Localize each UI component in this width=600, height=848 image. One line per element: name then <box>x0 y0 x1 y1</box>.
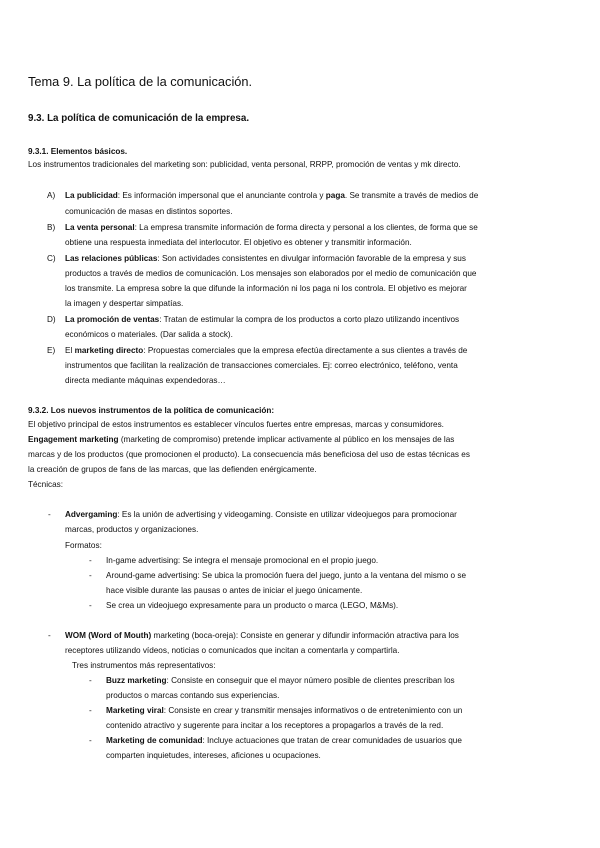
dash-bullet: - <box>89 571 92 580</box>
buzz-marketing-item: Buzz marketing: Consiste en conseguir que el mayor número posible de clientes prescriban los <box>106 676 455 685</box>
format-item-around-game: Around-game advertising: Se ubica la promoción fuera del juego, junto a la ventana del mismo o se <box>106 571 467 580</box>
list-item-relaciones-publicas: Las relaciones públicas: Son actividades consistentes en divulgar información favorable de la empresa y sus <box>65 254 466 263</box>
paragraph-text: El objetivo principal de estos instrumentos es establecer vínculos fuertes entre empresas, marcas y consumidores. <box>28 420 444 429</box>
format-item-custom-game: Se crea un videojuego expresamente para un producto o marca (LEGO, M&Ms). <box>106 601 399 610</box>
dash-bullet: - <box>48 631 51 640</box>
subsection-heading-new: 9.3.2. Los nuevos instrumentos de la política de comunicación: <box>28 406 275 415</box>
list-item-text: comunicación de masas en distintos soportes. <box>65 207 233 216</box>
paragraph-text: la creación de grupos de fans de las marcas, que las defienden enérgicamente. <box>28 465 317 474</box>
format-item-in-game: In-game advertising: Se integra el mensaje promocional en el propio juego. <box>106 556 379 565</box>
list-item-venta-personal: La venta personal: La empresa transmite información de forma directa y personal a los clientes, de forma que se <box>65 223 478 232</box>
list-item-text: comparten inquietudes, intereses, aficiones u ocupaciones. <box>106 751 321 760</box>
list-marker: C) <box>47 254 56 263</box>
advergaming-item: Advergaming: Es la unión de advertising y videogaming. Consiste en utilizar videojuegos para promocionar <box>65 510 457 519</box>
list-item-marketing-directo: El marketing directo: Propuestas comerciales que la empresa efectúa directamente a sus clientes a través de <box>65 346 468 355</box>
list-item-text: productos a través de medios de comunicación. Los mensajes son elaborados por el medio de comunicación que <box>65 269 477 278</box>
list-item-text: obtiene una respuesta inmediata del interlocutor. El objetivo es obtener y transmitir información. <box>65 238 412 247</box>
section-heading: 9.3. La política de comunicación de la empresa. <box>28 113 250 124</box>
list-item-text: contenido atractivo y sugerente para incitar a los receptores a propagarlos a través de la red. <box>106 721 444 730</box>
document-title: Tema 9. La política de la comunicación. <box>28 74 253 89</box>
wom-item: WOM (Word of Mouth) marketing (boca-oreja): Consiste en generar y difundir información atractiva para los <box>65 631 459 640</box>
dash-bullet: - <box>89 676 92 685</box>
subsection-heading-basic: 9.3.1. Elementos básicos. <box>28 147 128 156</box>
formatos-label: Formatos: <box>65 541 102 550</box>
list-item-text: marcas, productos y organizaciones. <box>65 525 199 534</box>
list-marker: A) <box>47 191 56 200</box>
engagement-paragraph: Engagement marketing (marketing de compromiso) pretende implicar activamente al público en los mensajes de las <box>28 435 455 444</box>
list-item-text: instrumentos que facilitan la realización de transacciones comerciales. Ej: correo electrónico, teléfono, venta <box>65 361 458 370</box>
dash-bullet: - <box>48 510 51 519</box>
list-item-text: económicos o materiales. (Dar salida a stock). <box>65 330 233 339</box>
marketing-viral-item: Marketing viral: Consiste en crear y transmitir mensajes informativos o de entretenimiento con un <box>106 706 463 715</box>
list-item-text: hace visible durante las pausas o antes de iniciar el juego únicamente. <box>106 586 363 595</box>
list-item-text: directa mediante máquinas expendedoras… <box>65 376 226 385</box>
dash-bullet: - <box>89 736 92 745</box>
dash-bullet: - <box>89 706 92 715</box>
list-item-text: productos o marcas contando sus experiencias. <box>106 691 280 700</box>
list-marker: D) <box>47 315 56 324</box>
dash-bullet: - <box>89 556 92 565</box>
dash-bullet: - <box>89 601 92 610</box>
list-marker: E) <box>47 346 56 355</box>
intro-text: Los instrumentos tradicionales del marketing son: publicidad, venta personal, RRPP, promoción de ventas y mk directo. <box>28 160 461 169</box>
list-item-publicidad: La publicidad: Es información impersonal que el anunciante controla y paga. Se transmite a través de medios de <box>65 191 479 200</box>
list-item-text: la imagen y despertar simpatías. <box>65 299 184 308</box>
tres-instrumentos-label: Tres instrumentos más representativos: <box>72 661 216 670</box>
marketing-comunidad-item: Marketing de comunidad: Incluye actuaciones que tratan de crear comunidades de usuarios que <box>106 736 462 745</box>
list-item-text: receptores utilizando vídeos, noticias o comunicados que incitan a comentarla y compartirla. <box>65 646 400 655</box>
tecnicas-label: Técnicas: <box>28 480 64 489</box>
list-item-text: los transmite. La empresa sobre la que difunde la información ni los paga ni los controla. El objetivo es mejorar <box>65 284 467 293</box>
list-item-promocion-ventas: La promoción de ventas: Tratan de estimular la compra de los productos a corto plazo utilizando incentivos <box>65 315 460 324</box>
paragraph-text: marcas y de los productos (que promocionen el producto). La consecuencia más beneficiosa del uso de estas técnicas es <box>28 450 470 459</box>
list-marker: B) <box>47 223 56 232</box>
